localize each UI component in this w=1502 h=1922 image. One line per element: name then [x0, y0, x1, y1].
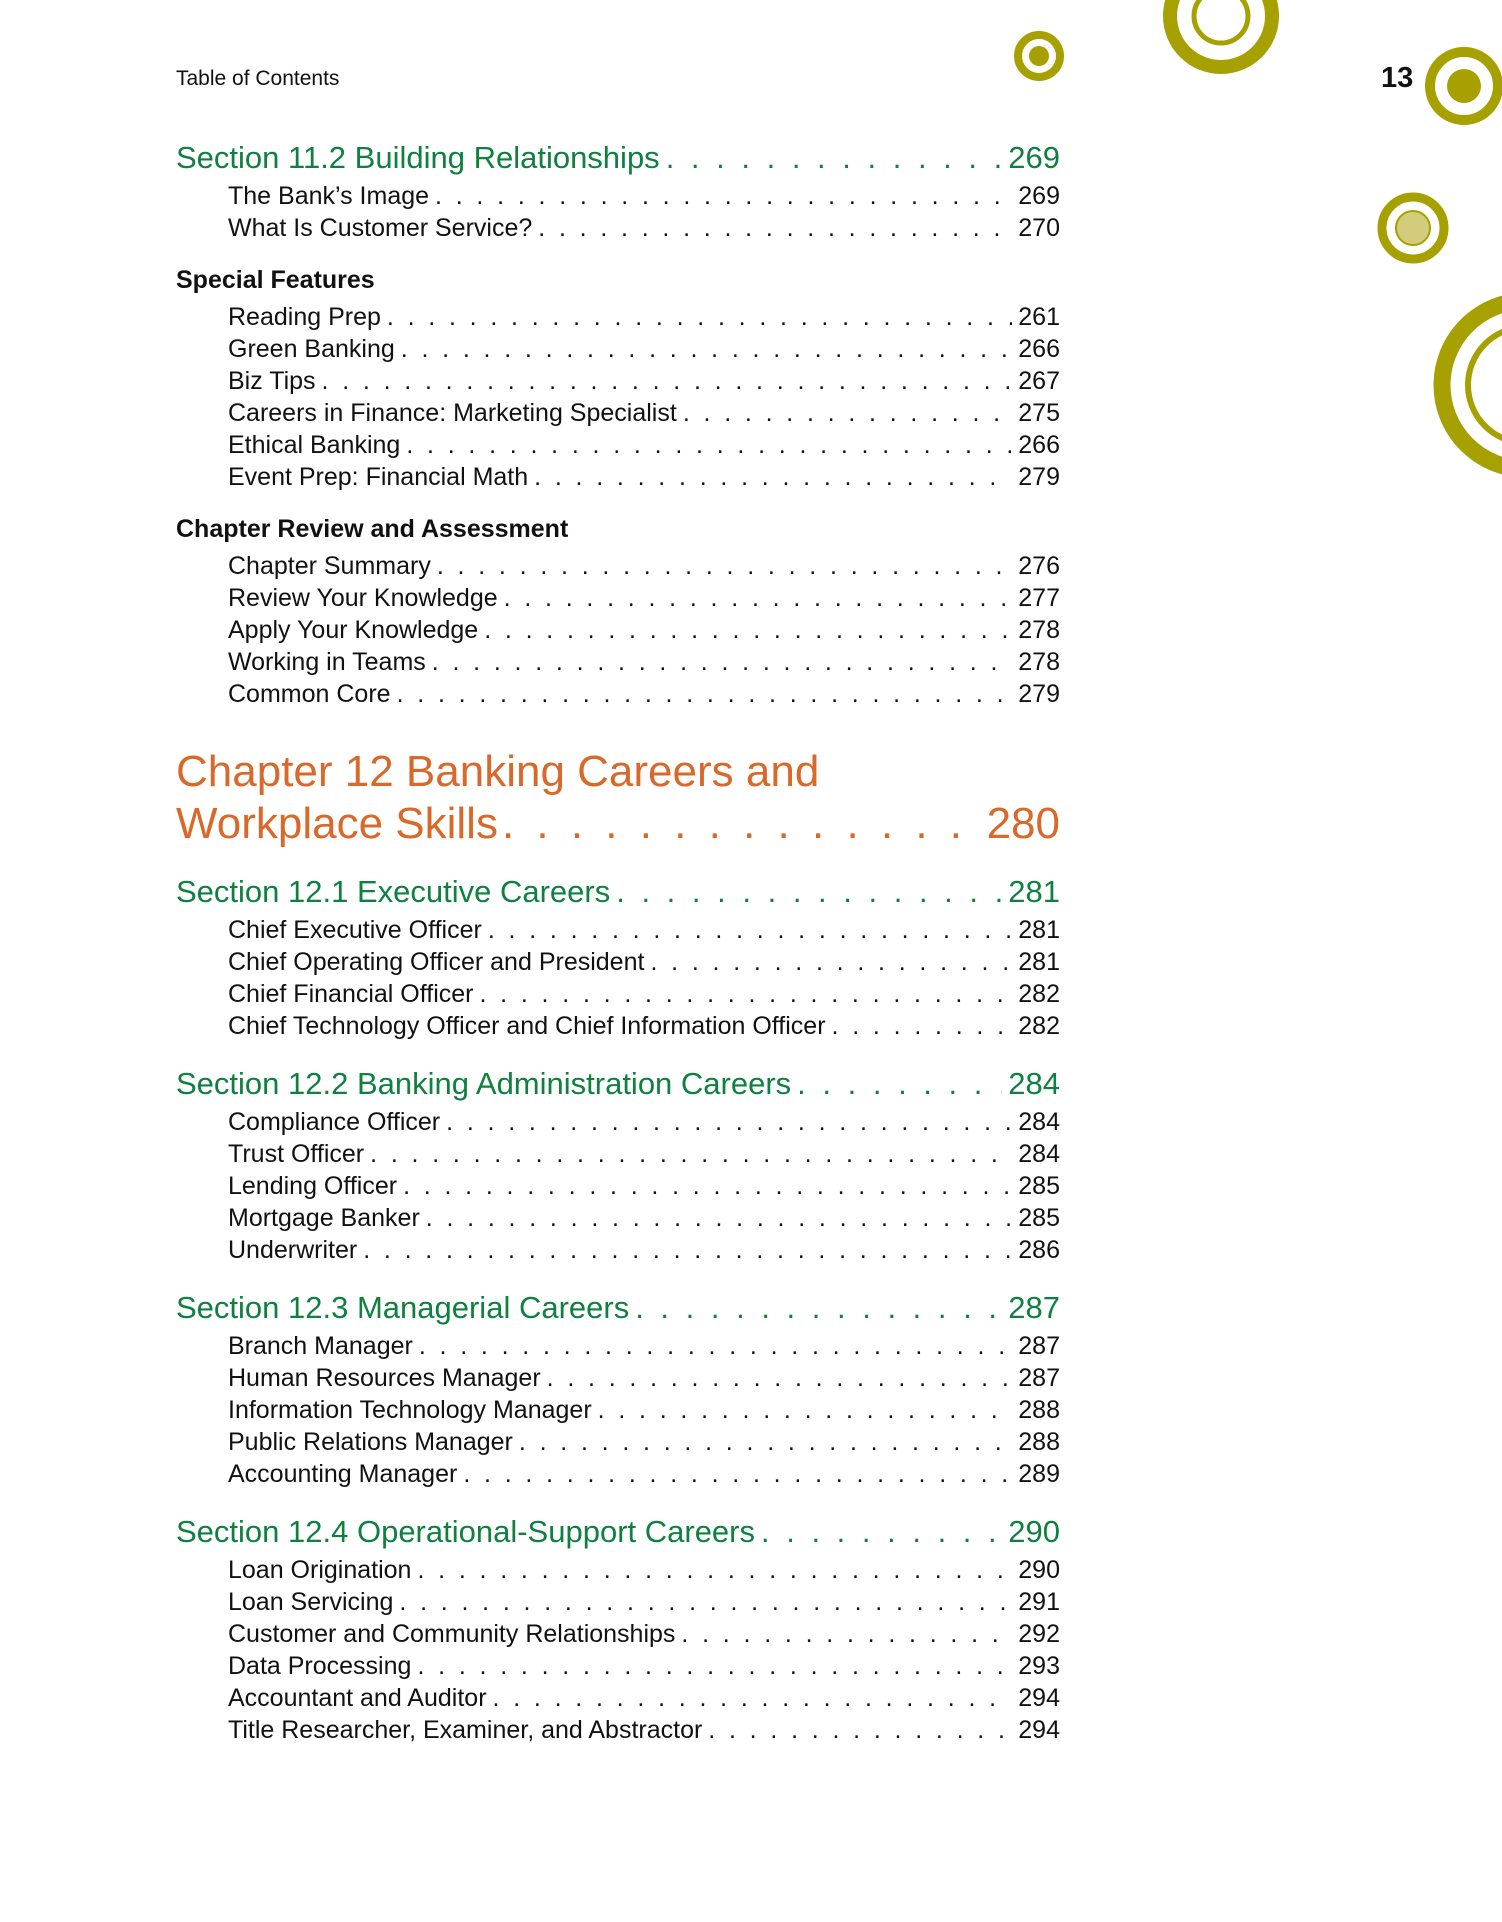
leader-dots	[419, 1330, 1012, 1362]
leader-dots	[363, 1234, 1012, 1266]
leader-dots	[797, 1066, 1002, 1102]
entry-label: Chief Financial Officer	[228, 980, 474, 1008]
entry-page: 292	[1018, 1620, 1060, 1648]
entry-label: Trust Officer	[228, 1140, 365, 1168]
entry-label: Chapter Summary	[228, 552, 431, 580]
entry-label: Ethical Banking	[228, 431, 401, 459]
entry-page: 267	[1018, 367, 1060, 395]
entry-label: Review Your Knowledge	[228, 584, 498, 612]
running-head: Table of Contents	[176, 67, 340, 90]
leader-dots	[322, 365, 1013, 397]
small-ring-ornament-left	[1018, 35, 1060, 77]
entry-label: Careers in Finance: Marketing Specialist	[228, 399, 677, 427]
chapter-page: 280	[986, 799, 1060, 848]
leader-dots	[504, 582, 1013, 614]
leader-dots	[534, 461, 1012, 493]
toc-entry[interactable]	[228, 1138, 1060, 1170]
entry-page: 293	[1018, 1652, 1060, 1680]
leader-dots	[761, 1514, 1002, 1550]
leader-dots	[493, 1682, 1013, 1714]
entry-label: Compliance Officer	[228, 1108, 441, 1136]
entry-page: 276	[1018, 552, 1060, 580]
toc-entry[interactable]	[228, 646, 1060, 678]
leader-dots	[708, 1714, 1012, 1746]
entry-label: Human Resources Manager	[228, 1364, 541, 1392]
leader-dots	[426, 1202, 1013, 1234]
entry-label: Branch Manager	[228, 1332, 413, 1360]
entry-page: 291	[1018, 1588, 1060, 1616]
toc-section-heading[interactable]	[176, 874, 1060, 910]
entry-label: Biz Tips	[228, 367, 316, 395]
leader-dots	[437, 550, 1012, 582]
ring-ornament-page-number	[1430, 52, 1498, 120]
toc-section-heading[interactable]	[176, 1066, 1060, 1102]
toc-entry[interactable]	[228, 946, 1060, 978]
leader-dots	[401, 333, 1013, 365]
entry-page: 261	[1018, 303, 1060, 331]
entry-page: 288	[1018, 1428, 1060, 1456]
leader-dots	[397, 678, 1013, 710]
entry-page: 284	[1018, 1108, 1060, 1136]
leader-dots	[650, 946, 1012, 978]
toc-entry[interactable]	[228, 1202, 1060, 1234]
entry-page: 270	[1018, 214, 1060, 242]
leader-dots	[681, 1618, 1012, 1650]
entry-label: Chief Executive Officer	[228, 916, 482, 944]
toc-entry[interactable]	[228, 1010, 1060, 1042]
section-title: Section 11.2 Building Relationships	[176, 140, 660, 175]
leader-dots	[432, 646, 1013, 678]
leader-dots	[635, 1290, 1002, 1326]
leader-dots	[666, 140, 1003, 176]
toc-entry[interactable]	[228, 1554, 1060, 1586]
leader-dots	[399, 1586, 1012, 1618]
toc-entry[interactable]	[228, 1714, 1060, 1746]
toc-entry[interactable]	[228, 678, 1060, 710]
leader-dots	[538, 212, 1012, 244]
leader-dots	[547, 1362, 1013, 1394]
toc-entry[interactable]	[228, 1458, 1060, 1490]
entry-page: 287	[1018, 1332, 1060, 1360]
toc-entry[interactable]	[228, 1650, 1060, 1682]
toc-entry[interactable]	[228, 614, 1060, 646]
entry-label: Green Banking	[228, 335, 395, 363]
toc-entry[interactable]	[228, 365, 1060, 397]
leader-dots	[446, 1106, 1012, 1138]
chapter-review-heading: Chapter Review and Assessment	[176, 515, 569, 543]
entry-label: Data Processing	[228, 1652, 412, 1680]
section-title: Section 12.2 Banking Administration Careers	[176, 1066, 792, 1101]
section-page: 290	[1008, 1514, 1060, 1549]
toc-entry[interactable]	[228, 978, 1060, 1010]
leader-dots	[616, 874, 1002, 910]
toc-entry[interactable]	[228, 1682, 1060, 1714]
toc-entry[interactable]	[228, 1586, 1060, 1618]
toc-entry[interactable]	[228, 550, 1060, 582]
entry-page: 285	[1018, 1172, 1060, 1200]
chapter-title-row	[176, 798, 1060, 850]
chapter-title-line2: Workplace Skills	[176, 799, 498, 848]
entry-page: 279	[1018, 680, 1060, 708]
leader-dots	[519, 1426, 1012, 1458]
section-page: 269	[1008, 140, 1060, 175]
entry-page: 266	[1018, 335, 1060, 363]
toc-entry[interactable]	[228, 1330, 1060, 1362]
entry-label: Common Core	[228, 680, 391, 708]
ring-ornament-light-center	[1382, 197, 1444, 259]
toc-entry[interactable]	[228, 180, 1060, 212]
entry-page: 281	[1018, 916, 1060, 944]
toc-entry[interactable]	[228, 582, 1060, 614]
entry-label: Apply Your Knowledge	[228, 616, 479, 644]
leader-dots	[463, 1458, 1012, 1490]
section-title: Section 12.3 Managerial Careers	[176, 1290, 630, 1325]
entry-label: Lending Officer	[228, 1172, 398, 1200]
entry-label: Information Technology Manager	[228, 1396, 592, 1424]
entry-label: Chief Operating Officer and President	[228, 948, 645, 976]
toc-section-heading[interactable]	[176, 1290, 1060, 1326]
entry-label: Event Prep: Financial Math	[228, 463, 529, 491]
leader-dots	[484, 614, 1012, 646]
entry-page: 290	[1018, 1556, 1060, 1584]
entry-page: 286	[1018, 1236, 1060, 1264]
toc-entry[interactable]	[228, 397, 1060, 429]
section-title: Section 12.4 Operational-Support Careers	[176, 1514, 755, 1549]
entry-label: Reading Prep	[228, 303, 381, 331]
entry-label: What Is Customer Service?	[228, 214, 533, 242]
large-ring-ornament-right	[1442, 301, 1502, 469]
entry-page: 266	[1018, 431, 1060, 459]
entry-label: Loan Origination	[228, 1556, 412, 1584]
entry-page: 289	[1018, 1460, 1060, 1488]
entry-page: 294	[1018, 1684, 1060, 1712]
entry-page: 282	[1018, 980, 1060, 1008]
toc-entry[interactable]	[228, 429, 1060, 461]
toc-section-heading[interactable]	[176, 140, 1060, 176]
entry-page: 277	[1018, 584, 1060, 612]
entry-page: 294	[1018, 1716, 1060, 1744]
table-of-contents	[176, 140, 1060, 1746]
toc-entry[interactable]	[228, 1426, 1060, 1458]
leader-dots	[479, 978, 1012, 1010]
section-title: Section 12.1 Executive Careers	[176, 874, 611, 909]
entry-label: Working in Teams	[228, 648, 426, 676]
leader-dots	[598, 1394, 1013, 1426]
entry-label: Underwriter	[228, 1236, 358, 1264]
entry-page: 285	[1018, 1204, 1060, 1232]
entry-page: 282	[1018, 1012, 1060, 1040]
leader-dots	[403, 1170, 1012, 1202]
leader-dots	[435, 180, 1012, 212]
entry-label: Accountant and Auditor	[228, 1684, 487, 1712]
toc-entry[interactable]	[228, 1618, 1060, 1650]
entry-page: 279	[1018, 463, 1060, 491]
leader-dots	[370, 1138, 1012, 1170]
page-number: 13	[1381, 62, 1414, 94]
leader-dots	[683, 397, 1012, 429]
toc-section-heading[interactable]	[176, 1514, 1060, 1550]
leader-dots	[832, 1010, 1013, 1042]
entry-label: Customer and Community Relationships	[228, 1620, 676, 1648]
toc-entry[interactable]	[228, 1394, 1060, 1426]
entry-label: Mortgage Banker	[228, 1204, 420, 1232]
leader-dots	[417, 1554, 1012, 1586]
section-page: 281	[1008, 874, 1060, 909]
toc-entry[interactable]	[228, 461, 1060, 493]
entry-page: 284	[1018, 1140, 1060, 1168]
leader-dots	[417, 1650, 1012, 1682]
entry-page: 278	[1018, 616, 1060, 644]
entry-page: 281	[1018, 948, 1060, 976]
special-features-heading: Special Features	[176, 266, 375, 294]
entry-page: 287	[1018, 1364, 1060, 1392]
toc-entry[interactable]	[228, 1170, 1060, 1202]
entry-label: The Bank’s Image	[228, 182, 430, 210]
entry-label: Loan Servicing	[228, 1588, 394, 1616]
entry-label: Accounting Manager	[228, 1460, 458, 1488]
entry-label: Public Relations Manager	[228, 1428, 513, 1456]
section-page: 284	[1008, 1066, 1060, 1101]
toc-entry[interactable]	[228, 333, 1060, 365]
toc-entry[interactable]	[228, 301, 1060, 333]
toc-entry[interactable]	[228, 212, 1060, 244]
leader-dots	[406, 429, 1012, 461]
entry-page: 288	[1018, 1396, 1060, 1424]
double-ring-ornament-top	[1170, 0, 1272, 67]
chapter-title-line1: Chapter 12 Banking Careers and	[176, 747, 820, 796]
toc-entry[interactable]	[228, 1106, 1060, 1138]
entry-page: 269	[1018, 182, 1060, 210]
chapter-heading[interactable]	[176, 746, 1060, 850]
entry-label: Title Researcher, Examiner, and Abstractor	[228, 1716, 703, 1744]
toc-entry[interactable]	[228, 914, 1060, 946]
section-page: 287	[1008, 1290, 1060, 1325]
toc-entry[interactable]	[228, 1234, 1060, 1266]
leader-dots	[387, 301, 1012, 333]
toc-entry[interactable]	[228, 1362, 1060, 1394]
entry-page: 275	[1018, 399, 1060, 427]
entry-label: Chief Technology Officer and Chief Information Officer	[228, 1012, 826, 1040]
leader-dots	[488, 914, 1012, 946]
entry-page: 278	[1018, 648, 1060, 676]
leader-dots	[502, 798, 983, 850]
